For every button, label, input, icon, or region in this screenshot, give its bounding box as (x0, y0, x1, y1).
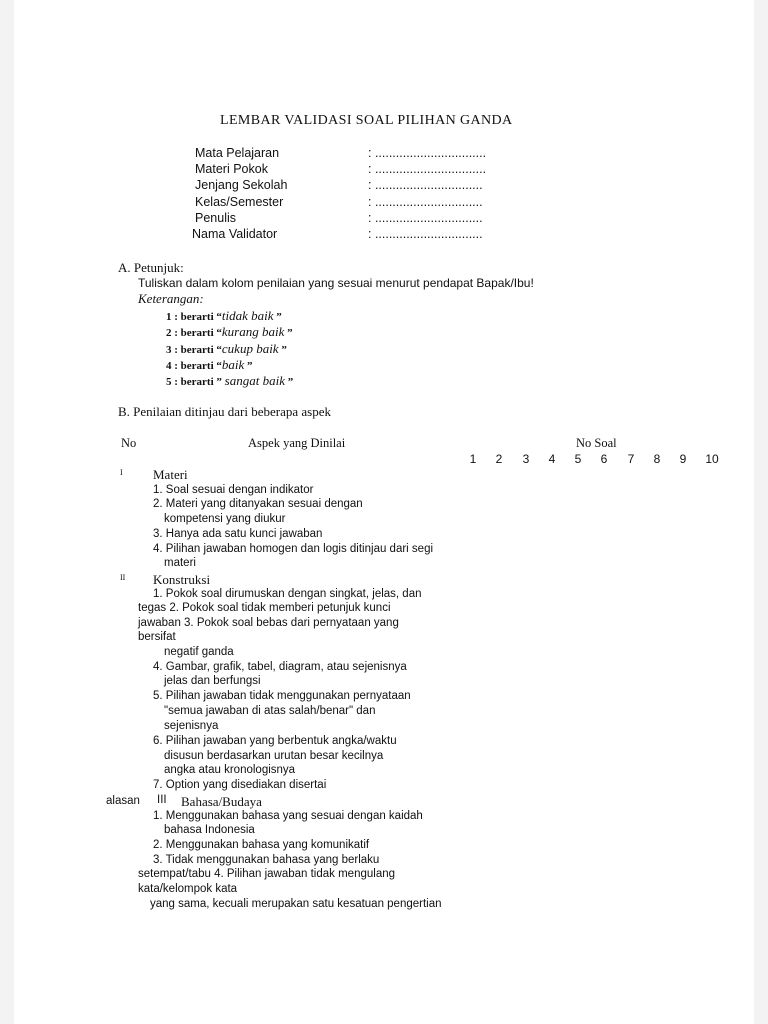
soal-number: 4 (548, 452, 556, 466)
list-item: 2. Materi yang ditanyakan sesuai dengan (153, 498, 363, 510)
list-item: 7. Option yang disediakan disertai (153, 779, 327, 791)
list-item: 3. Tidak menggunakan bahasa yang berlaku (153, 854, 380, 866)
list-item: tegas 2. Pokok soal tidak memberi petunjuk kunci (138, 602, 391, 614)
section-a-instruction: Tuliskan dalam kolom penilaian yang sesuai menurut pendapat Bapak/Ibu! (138, 276, 534, 290)
identity-value-jenjang-sekolah: : ............................... (368, 178, 483, 192)
soal-number: 3 (522, 452, 530, 466)
list-item: 2. Menggunakan bahasa yang komunikatif (153, 839, 370, 851)
soal-number: 10 (705, 452, 719, 466)
soal-number: 9 (679, 452, 687, 466)
category-number: II (120, 573, 126, 582)
keterangan-label: Keterangan: (138, 291, 204, 306)
scale-item-4: 4 : berarti “baik ” (166, 357, 253, 372)
section-b-heading: B. Penilaian ditinjau dari beberapa aspek (118, 404, 331, 419)
soal-number: 6 (600, 452, 608, 466)
soal-number: 1 (469, 452, 477, 466)
category-heading-bahasa: Bahasa/Budaya (181, 794, 262, 809)
identity-label-jenjang-sekolah: Jenjang Sekolah (195, 178, 288, 192)
category-number: III (157, 794, 167, 806)
identity-value-mata-pelajaran: : ................................ (368, 146, 487, 160)
page-title: LEMBAR VALIDASI SOAL PILIHAN GANDA (220, 113, 513, 128)
category-heading-materi: Materi (153, 467, 188, 482)
list-item: 4. Gambar, grafik, tabel, diagram, atau sejenisnya (153, 661, 407, 673)
list-item: yang sama, kecuali merupakan satu kesatuan pengertian (150, 898, 442, 910)
column-header-aspek: Aspek yang Dinilai (248, 436, 346, 450)
list-item: 1. Soal sesuai dengan indikator (153, 484, 314, 496)
soal-number: 2 (495, 452, 503, 466)
list-item: kata/kelompok kata (138, 883, 238, 895)
list-item: 1. Pokok soal dirumuskan dengan singkat, jelas, dan (153, 588, 422, 600)
scale-item-5: 5 : berarti ” sangat baik ” (166, 373, 294, 388)
list-item: negatif ganda (164, 646, 234, 658)
continuation-text: alasan (106, 795, 140, 807)
identity-value-materi-pokok: : ................................ (368, 162, 487, 176)
list-item: sejenisnya (164, 720, 219, 732)
list-item: 5. Pilihan jawaban tidak menggunakan pernyataan (153, 690, 411, 702)
list-item: bahasa Indonesia (164, 824, 255, 836)
scale-item-3: 3 : berarti “cukup baik ” (166, 341, 287, 356)
section-a-heading: A. Petunjuk: (118, 260, 184, 275)
identity-value-penulis: : ............................... (368, 211, 483, 225)
document-page (14, 0, 754, 1024)
soal-number: 5 (574, 452, 582, 466)
identity-value-kelas-semester: : ............................... (368, 195, 483, 209)
scale-item-1: 1 : berarti “tidak baik ” (166, 308, 282, 323)
list-item: disusun berdasarkan urutan besar kecilnya (164, 750, 384, 762)
list-item: bersifat (138, 631, 176, 643)
category-heading-konstruksi: Konstruksi (153, 572, 211, 587)
list-item: jawaban 3. Pokok soal bebas dari pernyataan yang (138, 617, 399, 629)
list-item: angka atau kronologisnya (164, 764, 296, 776)
list-item: "semua jawaban di atas salah/benar" dan (164, 705, 376, 717)
soal-number: 8 (653, 452, 661, 466)
identity-label-nama-validator: Nama Validator (192, 227, 278, 241)
soal-number: 7 (627, 452, 635, 466)
list-item: 6. Pilihan jawaban yang berbentuk angka/waktu (153, 735, 397, 747)
scale-item-2: 2 : berarti “kurang baik ” (166, 324, 293, 339)
list-item: jelas dan berfungsi (164, 675, 261, 687)
list-item: 1. Menggunakan bahasa yang sesuai dengan kaidah (153, 810, 423, 822)
list-item: setempat/tabu 4. Pilihan jawaban tidak mengulang (138, 868, 396, 880)
category-number: I (120, 468, 123, 477)
identity-label-materi-pokok: Materi Pokok (195, 162, 268, 176)
identity-label-penulis: Penulis (195, 211, 236, 225)
list-item: 3. Hanya ada satu kunci jawaban (153, 528, 323, 540)
identity-value-nama-validator: : ............................... (368, 227, 483, 241)
list-item: 4. Pilihan jawaban homogen dan logis ditinjau dari segi (153, 543, 434, 555)
list-item: kompetensi yang diukur (164, 513, 286, 525)
identity-label-mata-pelajaran: Mata Pelajaran (195, 146, 280, 160)
list-item: materi (164, 557, 196, 569)
column-header-no: No (121, 436, 137, 450)
identity-label-kelas-semester: Kelas/Semester (195, 195, 284, 209)
column-header-no-soal: No Soal (576, 436, 617, 450)
